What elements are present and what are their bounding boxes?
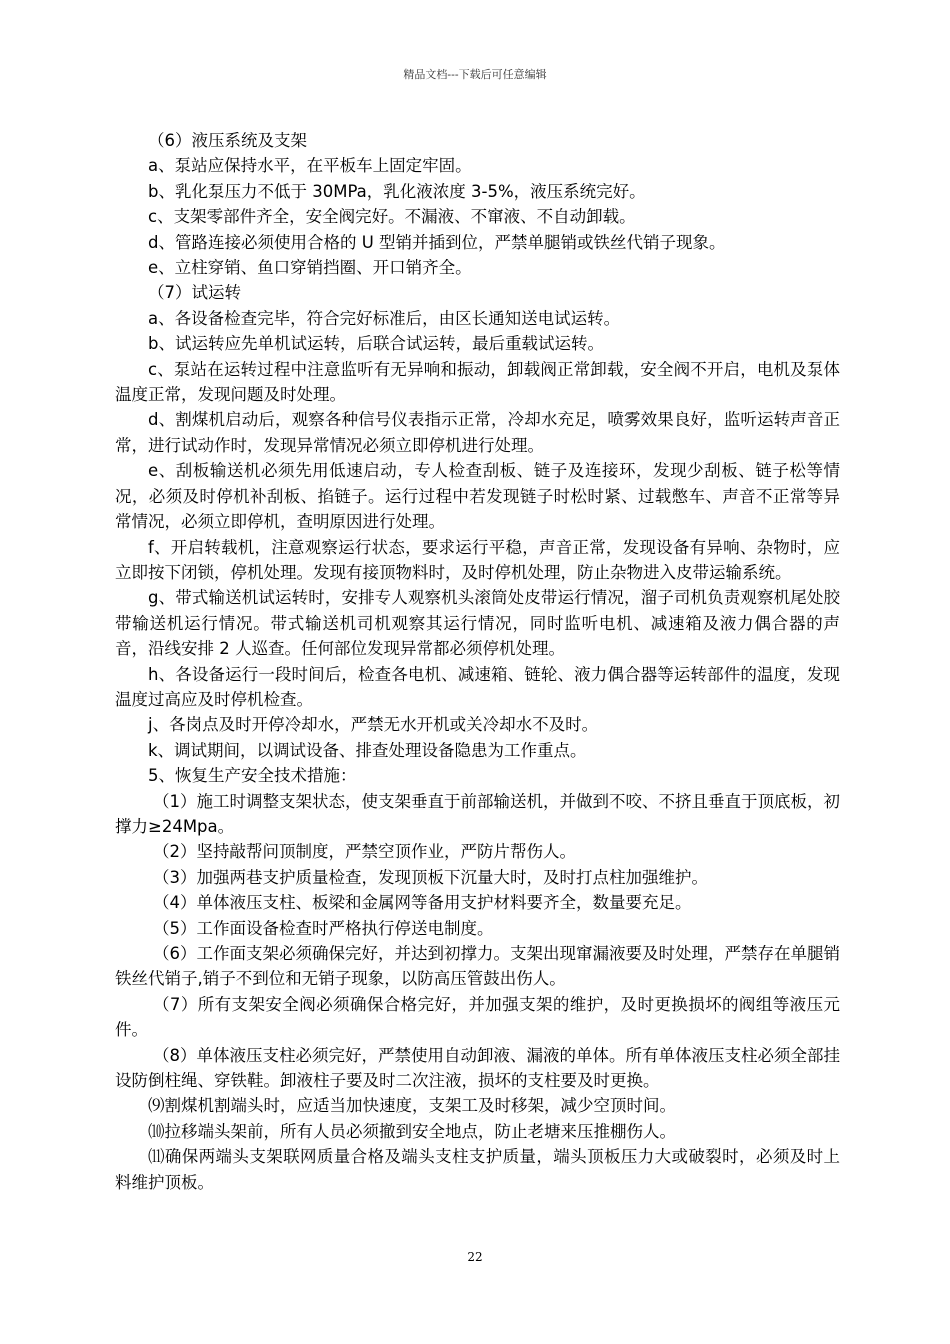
paragraph: d、管路连接必须使用合格的 U 型销并插到位，严禁单腿销或铁丝代销子现象。 (148, 232, 726, 252)
paragraph: b、试运转应先单机试运转，后联合试运转，最后重载试运转。 (148, 334, 604, 354)
paragraph: （8）单体液压支柱必须完好，严禁使用自动卸液、漏液的单体。所有单体液压支柱必须全部挂设防倒柱绳、穿铁鞋。卸液柱子要及时二次注液，损坏的支柱要及时更换。 (115, 1045, 840, 1091)
paragraph: ⑽拉移端头架前，所有人员必须撤到安全地点，防止老塘来压推棚伤人。 (148, 1121, 676, 1141)
paragraph: 5、恢复生产安全技术措施： (148, 766, 357, 786)
paragraph: g、带式输送机试运转时，安排专人观察机头滚筒处皮带运行情况，溜子司机负责观察机尾处胶带输送机运行情况。带式输送机司机观察其运行情况，同时监听电机、减速箱及液力偶合器的声音，沿线安排 2 人巡查。任何部位发现异常都必须停机处理。 (115, 588, 840, 659)
paragraph: a、各设备检查完毕，符合完好标准后，由区长通知送电试运转。 (148, 308, 621, 328)
paragraph: （4）单体液压支柱、板梁和金属网等备用支护材料要齐全，数量要充足。 (153, 893, 692, 913)
paragraph: ⑼割煤机割端头时，应适当加快速度，支架工及时移架，减少空顶时间。 (148, 1096, 676, 1116)
paragraph: e、刮板输送机必须先用低速启动，专人检查刮板、链子及连接环，发现少刮板、链子松等情况，必须及时停机补刮板、掐链子。运行过程中若发现链子时松时紧、过载憋车、声音不正常等异常情况，必须立即停机，查明原因进行处理。 (115, 461, 840, 532)
page-header: 精品文档---下载后可任意编辑 (403, 68, 547, 81)
document-body (115, 128, 840, 1195)
paragraph: （1）施工时调整支架状态，使支架垂直于前部输送机，并做到不咬、不挤且垂直于顶底板，初撑力≥24Mpa。 (115, 791, 840, 836)
paragraph: （6）液压系统及支架 (148, 131, 307, 150)
paragraph: k、调试期间，以调试设备、排查处理设备隐患为工作重点。 (148, 740, 587, 760)
page-number: 22 (467, 1250, 483, 1264)
paragraph: d、割煤机启动后，观察各种信号仪表指示正常，冷却水充足，喷雾效果良好，监听运转声音正常，进行试动作时，发现异常情况必须立即停机进行处理。 (115, 410, 840, 455)
paragraph: j、各岗点及时开停冷却水，严禁无水开机或关冷却水不及时。 (148, 715, 599, 735)
paragraph: （7）试运转 (148, 283, 241, 303)
paragraph: c、支架零部件齐全，安全阀完好。不漏液、不窜液、不自动卸载。 (148, 207, 636, 227)
paragraph: b、乳化泵压力不低于 30MPa，乳化液浓度 3-5%，液压系统完好。 (148, 181, 646, 201)
paragraph: ⑾确保两端头支架联网质量合格及端头支柱支护质量，端头顶板压力大或破裂时，必须及时上料维护顶板。 (115, 1147, 840, 1192)
paragraph: f、开启转载机，注意观察运行状态，要求运行平稳，声音正常，发现设备有异响、杂物时，应立即按下闭锁，停机处理。发现有接顶物料时，及时停机处理，防止杂物进入皮带运输系统。 (115, 537, 840, 582)
paragraph: （2）坚持敲帮问顶制度，严禁空顶作业，严防片帮伤人。 (153, 842, 576, 862)
paragraph: （6）工作面支架必须确保完好，并达到初撑力。支架出现窜漏液要及时处理，严禁存在单腿销铁丝代销子,销子不到位和无销子现象，以防高压管鼓出伤人。 (115, 944, 840, 989)
paragraph: e、立柱穿销、鱼口穿销挡圈、开口销齐全。 (148, 258, 472, 278)
paragraph: （7）所有支架安全阀必须确保合格完好，并加强支架的维护，及时更换损坏的阀组等液压元件。 (115, 994, 840, 1040)
paragraph: （3）加强两巷支护质量检查，发现顶板下沉量大时，及时打点柱加强维护。 (153, 867, 708, 887)
paragraph: （5）工作面设备检查时严格执行停送电制度。 (153, 918, 494, 938)
paragraph: c、泵站在运转过程中注意监听有无异响和振动，卸载阀正常卸载，安全阀不开启，电机及泵体温度正常，发现问题及时处理。 (115, 359, 840, 405)
paragraph: h、各设备运行一段时间后，检查各电机、减速箱、链轮、液力偶合器等运转部件的温度，发现温度过高应及时停机检查。 (115, 664, 840, 709)
paragraph: a、泵站应保持水平，在平板车上固定牢固。 (148, 156, 472, 176)
